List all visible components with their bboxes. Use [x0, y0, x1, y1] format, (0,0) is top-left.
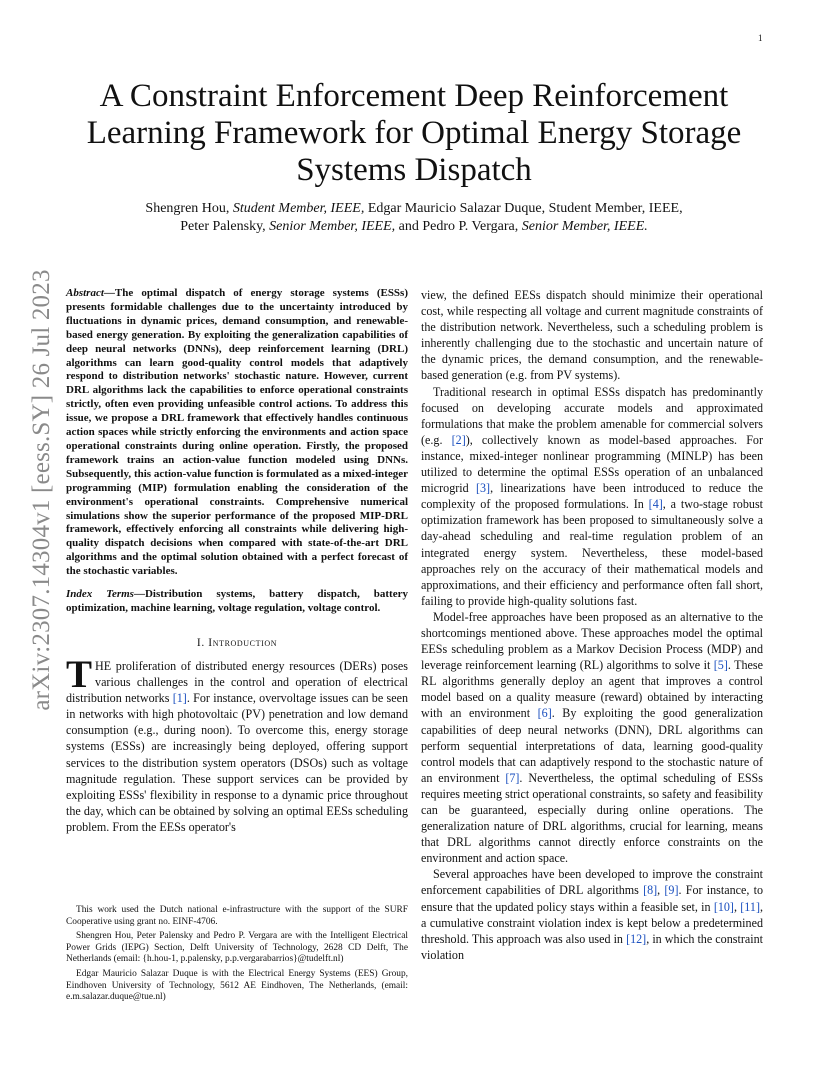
citation-link[interactable]: [11]: [740, 899, 760, 914]
citation-link[interactable]: [12]: [626, 931, 647, 946]
footnote-affiliation-delft: Shengren Hou, Peter Palensky and Pedro P. Vergara are with the Intelligent Electrical Power Grids (IEPG) Section, Delft University of Technology, 2628 CD Delft, The Netherlands (email: {h.hou-1, p.palensky, p.p.vergarabarrios}@tudelft.nl): [66, 931, 408, 965]
author-role: Student Member, IEEE,: [232, 201, 365, 216]
index-terms: [66, 588, 408, 616]
author-line-1: [70, 200, 758, 218]
author-name: Edgar Mauricio Salazar Duque, Student Member, IEEE,: [364, 201, 683, 216]
paragraph-text: HE proliferation of distributed energy resources (DERs) poses various challenges in the control and operation of electrical distribution networks: [66, 658, 408, 706]
paragraph-text: , a two-stage robust optimization framework has been proposed to simultaneously solve a day-ahead scheduling and real-time regulation problem of an integrated energy system. Nevertheless, these model-based approaches rely on the accuracy of their mathematical models and approximations, and their efficiency and performance often fall short, failing to provide high-quality solutions fast.: [421, 497, 764, 608]
paragraph-text: , in which the constraint violation: [421, 931, 763, 962]
footnote-affiliation-eindhoven: Edgar Mauricio Salazar Duque is with the Electrical Energy Systems (EES) Group, Eindhoven University of Technology, 5612 AE Eindhoven, The Netherlands, (email: e.m.salazar.duque@tue.nl): [66, 968, 408, 1003]
index-terms-lead: Index Terms: [66, 588, 134, 601]
left-column: [66, 287, 408, 835]
footnote-funding: This work used the Dutch national e-infrastructure with the support of the SURF Cooperative using grant no. EINF-4706.: [66, 905, 408, 927]
paragraph-text: ), collectively known as model-based approaches. For instance, mixed-integer nonlinear programming (MINLP) has been utilized to determine the optimal ESSs operation of an unbalanced microgrid: [421, 432, 763, 496]
citation-link[interactable]: [2]: [451, 432, 466, 447]
citation-link[interactable]: [3]: [475, 481, 491, 496]
paragraph-text: Several approaches have been developed to improve the constraint enforcement capabilities of DRL algorithms: [421, 867, 763, 898]
section-heading-introduction: I. Introduction: [196, 636, 278, 649]
arxiv-identifier-stamp[interactable]: arXiv:2307.14304v1 [eess.SY] 26 Jul 2023: [28, 269, 55, 711]
citation-link[interactable]: [5]: [713, 658, 728, 673]
paper-title: A Constraint Enforcement Deep Reinforcement Learning Framework for Optimal Energy Storage Systems Dispatch: [86, 78, 742, 188]
drop-cap: T: [66, 652, 93, 696]
right-paragraph-4: [421, 866, 763, 963]
author-name: and Pedro P. Vergara,: [395, 219, 522, 234]
intro-paragraph-1: [66, 652, 408, 835]
citation-link[interactable]: [8]: [643, 883, 658, 898]
paragraph-text: . For instance, to ensure that the updated policy stays within a feasible set, in: [421, 883, 763, 914]
paragraph-text: ,: [733, 899, 741, 914]
citation-link[interactable]: [9]: [664, 883, 679, 898]
paragraph-text: , a cumulative constraint violation index is kept below a predetermined threshold. This approach was also used in: [421, 899, 763, 946]
paragraph-text: Traditional research in optimal ESSs dispatch has predominantly focused on developing accurate models and approximated formulations that make the problem amenable for commercial solvers (e.g.: [421, 384, 763, 447]
author-role: Senior Member, IEEE,: [269, 219, 396, 234]
author-name: Shengren Hou,: [145, 201, 233, 216]
abstract: [66, 287, 408, 579]
footnotes: [66, 905, 408, 1007]
page-number: 1: [758, 33, 763, 43]
author-line-2: [70, 218, 758, 236]
citation-link[interactable]: [4]: [648, 497, 663, 512]
author-role: Senior Member, IEEE.: [521, 219, 648, 234]
author-name: Peter Palensky,: [180, 219, 270, 234]
paragraph-text: . Nevertheless, the optimal scheduling of ESSs requires meeting strict operational constraints, so safety and feasibility can be guaranteed, especially during online operations. The generalization nature of DRL algorithms, crucial for learning, means that DRL algorithms cannot directly enforce constraints on the environment and action space.: [421, 770, 763, 866]
author-block: [70, 200, 758, 236]
paragraph-text: ,: [657, 883, 665, 898]
paragraph-text: . By exploiting the good generalization capabilities of deep neural networks (DNN), DRL algorithms can perform sequential interpretations of data, learning good-quality control models that can adaptively respond to the stochastic nature of an environment: [421, 706, 763, 785]
paragraph-text: Model-free approaches have been proposed as an alternative to the shortcomings mentioned above. These approaches model the optimal EESs scheduling problem as a Markov Decision Process (MDP) and leverage reinforcement learning (RL) algorithms to solve it: [421, 609, 763, 673]
right-column: [421, 287, 763, 963]
paragraph-text: . For instance, overvoltage issues can be seen in networks with high photovoltaic (PV) penetration and low demand consumption (e.g., during noon). To overcome this, energy storage systems (ESSs) are increasingly being deployed, offering support services to the distribution system operators (DSOs) such as voltage magnitude regulation. These support services can be provided by exploiting ESSs' flexibility in response to a dynamic price throughout the day, which can be obtained by solving an optimal EESs scheduling problem. From the EESs operator's: [66, 691, 408, 834]
citation-link[interactable]: [7]: [505, 770, 520, 785]
citation-link[interactable]: [1]: [172, 691, 187, 706]
paragraph-text: , linearizations have been introduced to reduce the complexity of the proposed formulations. In: [421, 481, 763, 512]
abstract-text: —The optimal dispatch of energy storage systems (ESSs) presents formidable challenges due to the uncertainty introduced by fluctuations in dynamic prices, demand consumption, and renewable-based energy generation. By exploiting the generalization capabilities of deep neural networks (DNNs), deep reinforcement learning (DRL) algorithms can learn good-quality control models that adaptively respond to distribution networks' stochastic nature. However, current DRL algorithms lack the capabilities to enforce operational constraints strictly, often even providing unfeasible control actions. To address this issue, we propose a DRL framework that effectively handles continuous action spaces while strictly enforcing the environments and action space operational constraints during online operation. Firstly, the proposed framework trains an action-value function modeled using DNNs. Subsequently, this action-value function is formulated as a mixed-integer programming (MIP) formulation enabling the consideration of the environment's operational constraints. Comprehensive numerical simulations show the superior performance of the proposed MIP-DRL framework, effectively enforcing all constraints while delivering high-quality dispatch decisions when compared with state-of-the-art DRL algorithms and the optimal solution obtained with a perfect forecast of the stochastic variables.: [66, 287, 408, 578]
right-paragraph-3: [421, 609, 763, 867]
paragraph-text: . These RL algorithms generally deploy an agent that improves a control model based on a quality measure (reward) obtained by interacting with an environment: [421, 658, 763, 721]
abstract-lead: Abstract: [66, 287, 104, 299]
right-paragraph-2: [421, 384, 763, 609]
index-terms-text: —Distribution systems, battery dispatch, battery optimization, machine learning, voltage regulation, voltage control.: [66, 588, 408, 614]
right-paragraph-1: view, the defined EESs dispatch should minimize their operational cost, while respecting all voltage and current magnitude constraints of the distribution network. Nevertheless, such a scheduling problem is inherently challenging due to the stochastic and uncertain nature of the dynamic prices, the demand consumption, and the renewable-based generation (e.g. from PV systems).: [421, 288, 763, 383]
citation-link[interactable]: [6]: [537, 706, 552, 721]
citation-link[interactable]: [10]: [713, 899, 734, 914]
